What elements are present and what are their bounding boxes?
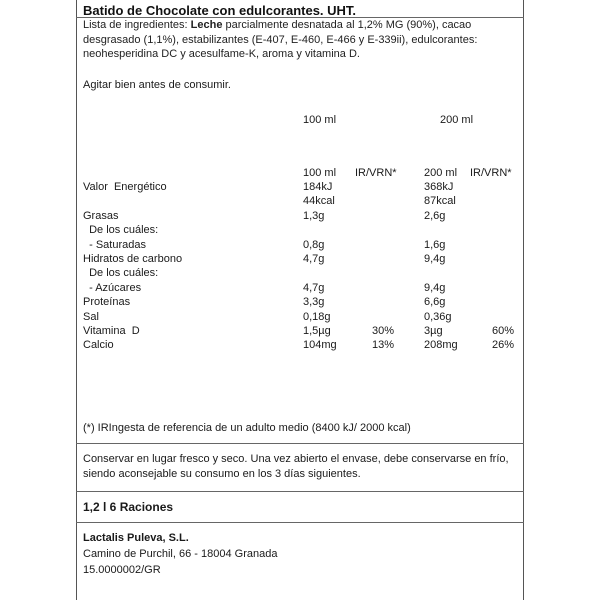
company-name: Lactalis Puleva, S.L. [83,532,189,544]
servings-info: 1,2 l 6 Raciones [83,500,174,514]
col-header-ir-200: IR/VRN* [470,167,512,179]
nutrient-label: Proteínas [83,296,131,309]
nutrient-label: Vitamina D [83,325,140,337]
nutrient-value-100ml: 4,7g [303,253,325,265]
nutrient-value-100ml: 184kJ [303,181,333,193]
reference-footnote: (*) IRIngesta de referencia de un adulto medio (8400 kJ/ 2000 kcal) [83,422,411,434]
ingredients-rest: parcialmente desnatada al 1,2% MG (90%), cacao desgrasado (1,1%), estabilizantes (E-407, E-460, E-466 y E-339ii), edulcorantes: neohesperidina DC y acesulfame-K, aroma y vitamina D. [83,19,478,60]
nutrient-value-200ml: 3µg [424,325,443,337]
portion-header-200ml: 200 ml [440,114,474,126]
nutrient-label: Calcio [83,339,114,352]
storage-instructions: Conservar en lugar fresco y seco. Una vez abierto el envase, debe conservarse en frío, siendo aconsejable su consumo en los 3 días siguientes. [83,453,509,480]
nutrient-value-200ml: 368kJ [424,181,454,193]
nutrient-label: Valor Energético [83,181,167,193]
storage-divider [76,491,524,492]
nutrient-ir-200ml: 60% [492,325,515,337]
servings-divider [76,522,524,523]
nutrient-value-200ml: 9,4g [424,253,446,265]
nutrient-value-200ml: 9,4g [424,281,446,294]
nutrient-label: De los cuáles: [83,267,159,280]
nutrient-ir-100ml: 30% [372,325,395,337]
nutrient-label: De los cuáles: [83,224,159,237]
registry-code: 15.0000002/GR [83,564,161,576]
ingredients-prefix: Lista de ingredientes: [83,19,191,31]
col-header-200ml: 200 ml [424,167,458,179]
company-address: Camino de Purchil, 66 - 18004 Granada [83,548,278,560]
col-header-ir-100: IR/VRN* [355,167,397,179]
ingredients-list [83,18,515,62]
nutrient-label: - Azúcares [83,281,142,294]
footnote-divider [76,443,524,444]
nutrient-label: - Saturadas [83,238,146,251]
shake-instructions: Agitar bien antes de consumir. [83,79,231,91]
nutrient-ir-100ml: 13% [372,339,395,352]
nutrient-value-200ml: 87kcal [424,195,456,208]
nutrient-value-100ml: 104mg [303,339,337,352]
col-header-100ml: 100 ml [303,167,337,179]
nutrient-value-100ml: 0,18g [303,310,331,323]
nutrient-value-100ml: 4,7g [303,281,325,294]
nutrient-value-200ml: 208mg [424,339,458,352]
nutrient-value-100ml: 44kcal [303,195,335,208]
portion-header-100ml: 100 ml [303,114,337,126]
nutrient-label: Grasas [83,209,119,222]
nutrient-value-100ml: 3,3g [303,296,325,309]
nutrient-label: Sal [83,310,99,323]
nutrient-value-100ml: 0,8g [303,238,325,251]
nutrient-label: Hidratos de carbono [83,253,183,265]
ingredients-bold-word: Leche [190,19,223,31]
nutrient-value-100ml: 1,3g [303,209,325,222]
nutrient-value-200ml: 0,36g [424,310,452,323]
nutrient-value-200ml: 1,6g [424,238,446,251]
product-title: Batido de Chocolate con edulcorantes. UHT. [83,3,357,18]
nutrient-value-200ml: 6,6g [424,296,446,309]
nutrient-ir-200ml: 26% [492,339,515,352]
nutrient-value-100ml: 1,5µg [303,325,331,337]
nutrient-value-200ml: 2,6g [424,209,446,222]
